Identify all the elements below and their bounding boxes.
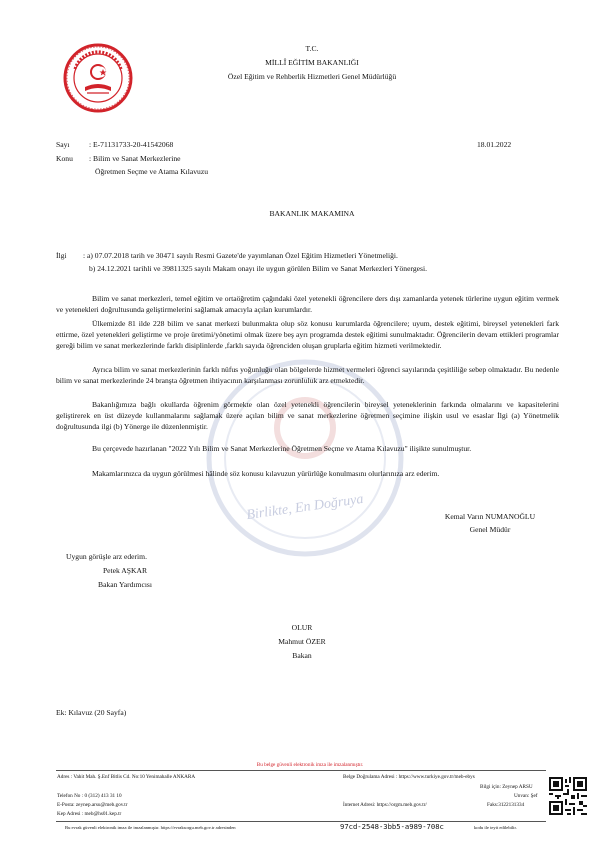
approval-title: Bakan Yardımcısı	[98, 580, 152, 589]
footer-address: Adres : Vahit Mah. Ş.Enf Bitlis Cd. No:10 Yenimahalle ANKARA	[57, 774, 196, 780]
konu-line-1: : Bilim ve Sanat Merkezlerine	[89, 154, 181, 163]
attachment: Ek: Kılavuz (20 Sayfa)	[56, 708, 127, 717]
body-paragraph-3: Ayrıca bilim ve sanat merkezlerinin farklı nüfus yoğunluğu olan bölgelerde hizmet vermeleri öğrenci sayılarında çeşitliliğe sebep olmaktadır. Bu nedenle bilim ve sanat merkezlerinde 24 branşta öğretmen ihtiyacının karşılanması zorunluluk arz etmektedir.	[56, 365, 559, 385]
olur-word: OLUR	[291, 623, 313, 632]
olur-title: Bakan	[292, 651, 312, 660]
footer-unvan: Unvan: Şef	[514, 793, 538, 799]
konu-line-2: Öğretmen Seçme ve Atama Kılavuzu	[95, 167, 209, 176]
footer-e-signed-notice: Bu belge güvenli elektronik imza ile imzalanmıştır.	[256, 762, 364, 768]
footer-email[interactable]: E-Posta: zeynep.arsu@meb.gov.tr	[57, 802, 128, 808]
footer-divider	[56, 770, 546, 771]
footer-bottom-tail: kodu ile teyit edilebilir.	[474, 825, 517, 830]
ilgi-a: : a) 07.07.2018 tarih ve 30471 sayılı Resmi Gazete'de yayımlanan Özel Eğitim Hizmetleri Yönetmeliği.	[83, 251, 398, 260]
footer-divider-2	[56, 821, 546, 822]
footer-verification-code: 97cd-2548-3bb5-a989-708c	[340, 822, 444, 831]
watermark-seal	[205, 358, 405, 558]
signer-title: Genel Müdür	[469, 525, 511, 534]
ministry-seal-logo	[63, 43, 133, 113]
sayi-value: : E-71131733-20-41542068	[89, 140, 174, 149]
approval-name: Petek AŞKAR	[102, 566, 148, 575]
footer-internet-address[interactable]: İnternet Adresi: https://orgm.meb.gov.tr/	[343, 802, 427, 808]
addressee: BAKANLIK MAKAMINA	[269, 209, 355, 218]
footer-fax: Faks:3122131334	[487, 802, 525, 808]
body-paragraph-6: Makamlarınızca da uygun görülmesi hâlinde söz konusu kılavuzun yürürlüğe konulmasını olurlarınıza arz ederim.	[92, 469, 440, 478]
sayi-label: Sayı	[56, 140, 70, 149]
header-ministry: MİLLÎ EĞİTİM BAKANLIĞI	[265, 58, 359, 67]
approval-line: Uygun görüşle arz ederim.	[66, 552, 147, 561]
body-paragraph-4: Bakanlığımıza bağlı okullarda öğrenim görmekte olan özel yetenekli öğrencilerin bireysel yeteneklerinin farkında olmalarını ve kapasitelerini geliştirerek en üst düzeyde kullanmalarını sağlamak üzere açılan bilim ve sanat merkezlerine öğretmen seçimine ilişkin usul ve esaslar İlgi (a) Yönetmelik doğrultusunda ilgi (b) Yönerge ile düzenlenmiştir.	[56, 400, 559, 431]
qr-code	[549, 777, 587, 815]
footer-info-person: Bilgi için: Zeynep ARSU	[480, 784, 533, 790]
header-tc: T.C.	[305, 44, 319, 53]
header-department: Özel Eğitim ve Rehberlik Hizmetleri Genel Müdürlüğü	[227, 72, 397, 81]
watermark-motto: Birlikte, En Doğruya	[245, 491, 365, 524]
footer-kep-address: Kep Adresi : meb@hs01.kep.tr	[57, 811, 122, 817]
konu-label: Konu	[56, 154, 73, 163]
body-paragraph-2: Ülkemizde 81 ilde 228 bilim ve sanat merkezi bulunmakta olup söz konusu kurumlarda öğrencilere; uyum, destek eğitimi, bireysel yetenekleri fark ettirme, özel yetenekleri geliştirme ve proje üretimi/yönetimi olmak üzere beş ayrı programda destek eğitimi sunulmaktadır. Öğrencilerin devam ettikleri programlar gereği bilim ve sanat merkezlerinde farklı disiplinlerde ,farklı sayıda öğrenciden oluşan gruplarla eğitim hizmeti verilmektedir.	[56, 319, 559, 350]
footer-bottom-note: Bu evrak güvenli elektronik imza ile imzalanmıştır. https://evraksorgu.meb.gov.tr adresinden	[65, 825, 236, 830]
footer-verify-address[interactable]: Belge Doğrulama Adresi : https://www.turkiye.gov.tr/meb-ebys	[343, 774, 475, 780]
signer-name: Kemal Varın NUMANOĞLU	[444, 512, 536, 521]
ilgi-b: b) 24.12.2021 tarihli ve 39811325 sayılı Makam onayı ile uygun görülen Bilim ve Sanat Merkezleri Yönergesi.	[89, 264, 427, 273]
olur-name: Mahmut ÖZER	[278, 637, 326, 646]
document-date: 18.01.2022	[477, 140, 512, 149]
body-paragraph-1: Bilim ve sanat merkezleri, temel eğitim ve ortaöğretim çağındaki özel yetenekli öğrencilere ders dışı zamanlarda yetenek türlerine uygun eğitim vermek ve yetenekleri doğrultusunda geliştirmelerini sağlamak amacıyla açılan kurumlardır.	[56, 294, 559, 314]
ilgi-label: İlgi	[56, 251, 67, 260]
footer-phone: Telefon No : 0 (312) 413 31 10	[57, 793, 122, 799]
body-paragraph-5: Bu çerçevede hazırlanan "2022 Yılı Bilim ve Sanat Merkezlerine Öğretmen Seçme ve Atama Kılavuzu" ilişikte sunulmuştur.	[92, 444, 472, 453]
